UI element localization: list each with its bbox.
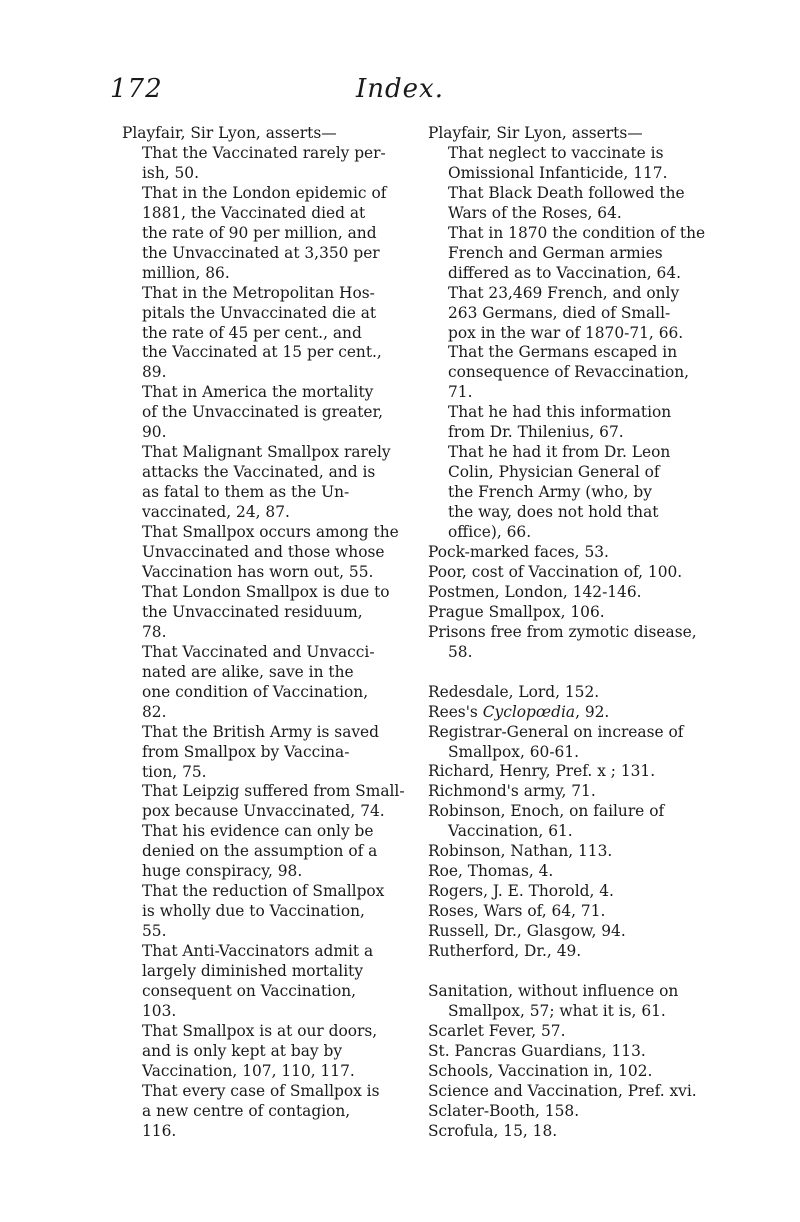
index-line: 78.	[142, 622, 167, 641]
index-line: That 23,469 French, and only	[448, 283, 680, 302]
index-line: That Vaccinated and Unvacci-	[142, 642, 375, 661]
index-entry: Roe, Thomas, 4.	[428, 862, 554, 881]
index-line: That the Vaccinated rarely per-	[142, 143, 386, 162]
index-line: from Smallpox by Vaccina-	[142, 742, 350, 761]
index-line: That in America the mortality	[142, 383, 374, 402]
index-line: denied on the assumption of a	[142, 842, 378, 861]
index-line: French and German armies	[448, 243, 663, 262]
index-entry: Schools, Vaccination in, 102.	[428, 1061, 653, 1080]
index-entry: Rogers, J. E. Thorold, 4.	[428, 882, 614, 901]
index-entry	[428, 703, 748, 723]
index-entry: Russell, Dr., Glasgow, 94.	[428, 922, 626, 941]
index-line: That in 1870 the condition of the	[448, 223, 706, 242]
index-line: office), 66.	[448, 523, 532, 542]
index-line: nated are alike, save in the	[142, 662, 354, 681]
index-line: 55.	[142, 922, 167, 941]
page-header	[0, 74, 800, 106]
index-line: That Black Death followed the	[448, 183, 685, 202]
index-line: 116.	[142, 1121, 177, 1140]
index-line: attacks the Vaccinated, and is	[142, 463, 376, 482]
index-line: That he had this information	[448, 403, 672, 422]
index-line: a new centre of contagion,	[142, 1101, 351, 1120]
index-entry: Redesdale, Lord, 152.	[428, 682, 600, 701]
index-line: is wholly due to Vaccination,	[142, 902, 365, 921]
page-number: 172	[110, 74, 163, 104]
index-line: the rate of 90 per million, and	[142, 223, 377, 242]
index-heading: Playfair, Sir Lyon, asserts—	[428, 124, 643, 142]
index-line: That neglect to vaccinate is	[448, 143, 664, 162]
index-line: pox because Unvaccinated, 74.	[142, 802, 385, 821]
index-line: the rate of 45 per cent., and	[142, 323, 362, 342]
index-entry-page: , 92.	[575, 702, 610, 721]
index-line: consequence of Revaccination,	[448, 363, 690, 382]
index-entry-continuation: Vaccination, 61.	[448, 822, 573, 841]
index-entry: Sclater-Booth, 158.	[428, 1101, 580, 1120]
index-line: 1881, the Vaccinated died at	[142, 203, 366, 222]
index-line: huge conspiracy, 98.	[142, 862, 303, 881]
index-entry: Richmond's army, 71.	[428, 782, 596, 801]
index-entry: St. Pancras Guardians, 113.	[428, 1041, 646, 1060]
index-line: That London Smallpox is due to	[142, 582, 390, 601]
index-line: Unvaccinated and those whose	[142, 543, 385, 562]
index-heading: Playfair, Sir Lyon, asserts—	[122, 124, 337, 142]
index-line: one condition of Vaccination,	[142, 682, 369, 701]
index-line: ish, 50.	[142, 163, 199, 182]
index-line: That he had it from Dr. Leon	[448, 443, 671, 462]
index-line: pitals the Unvaccinated die at	[142, 303, 377, 322]
index-entry: Robinson, Nathan, 113.	[428, 842, 613, 861]
index-entry-continuation: Smallpox, 60-61.	[448, 742, 580, 761]
index-line: pox in the war of 1870-71, 66.	[448, 323, 684, 342]
index-line: Wars of the Roses, 64.	[448, 203, 622, 222]
index-entry: Registrar-General on increase of	[428, 722, 684, 741]
index-line: the way, does not hold that	[448, 503, 659, 522]
index-column-left	[122, 124, 442, 1142]
index-line: That Smallpox occurs among the	[142, 523, 399, 542]
index-line: Vaccination has worn out, 55.	[142, 562, 374, 581]
index-line: That his evidence can only be	[142, 822, 374, 841]
index-line: as fatal to them as the Un-	[142, 483, 350, 502]
index-line: Colin, Physician General of	[448, 463, 660, 482]
index-entry-title: Cyclopœdia	[482, 702, 576, 721]
index-line: 71.	[448, 383, 473, 402]
index-line: 263 Germans, died of Small-	[448, 303, 671, 322]
index-line: of the Unvaccinated is greater,	[142, 403, 384, 422]
index-entry: Sanitation, without influence on	[428, 981, 679, 1000]
index-line: That the Germans escaped in	[448, 343, 678, 362]
running-title: Index.	[356, 74, 444, 104]
index-line: That in the London epidemic of	[142, 183, 387, 202]
index-line: That Anti-Vaccinators admit a	[142, 942, 374, 961]
index-line: That Smallpox is at our doors,	[142, 1021, 378, 1040]
index-line: largely diminished mortality	[142, 962, 364, 981]
index-column-right	[428, 124, 748, 1142]
index-line: 82.	[142, 702, 167, 721]
index-entry: Prisons free from zymotic disease,	[428, 622, 697, 641]
index-line: That in the Metropolitan Hos-	[142, 283, 375, 302]
index-line: That Leipzig suffered from Small-	[142, 782, 405, 801]
index-line: the Vaccinated at 15 per cent.,	[142, 343, 382, 362]
index-entry-name: Rees's	[428, 702, 478, 721]
index-line: from Dr. Thilenius, 67.	[448, 423, 624, 442]
index-entry: Scarlet Fever, 57.	[428, 1021, 566, 1040]
index-entry: Poor, cost of Vaccination of, 100.	[428, 562, 683, 581]
index-line: consequent on Vaccination,	[142, 981, 357, 1000]
index-entry: Postmen, London, 142-146.	[428, 582, 642, 601]
index-entry: Pock-marked faces, 53.	[428, 543, 609, 562]
index-line: Vaccination, 107, 110, 117.	[142, 1061, 355, 1080]
index-line: 90.	[142, 423, 167, 442]
index-line: That the British Army is saved	[142, 722, 380, 741]
index-line: the Unvaccinated at 3,350 per	[142, 243, 380, 262]
index-line: million, 86.	[142, 263, 230, 282]
index-line: 103.	[142, 1001, 177, 1020]
index-entry: Scrofula, 15, 18.	[428, 1121, 558, 1140]
index-line: the French Army (who, by	[448, 483, 652, 502]
index-line: That every case of Smallpox is	[142, 1081, 380, 1100]
index-entry-continuation: Smallpox, 57; what it is, 61.	[448, 1001, 666, 1020]
index-entry: Prague Smallpox, 106.	[428, 602, 605, 621]
index-entry: Rutherford, Dr., 49.	[428, 942, 582, 961]
index-line: and is only kept at bay by	[142, 1041, 343, 1060]
index-line: That Malignant Smallpox rarely	[142, 443, 391, 462]
index-line: 89.	[142, 363, 167, 382]
index-entry: Science and Vaccination, Pref. xvi.	[428, 1081, 697, 1100]
index-entry: Robinson, Enoch, on failure of	[428, 802, 665, 821]
index-line: tion, 75.	[142, 762, 207, 781]
index-line: vaccinated, 24, 87.	[142, 503, 290, 522]
index-entry-continuation: 58.	[448, 642, 473, 661]
index-entry: Roses, Wars of, 64, 71.	[428, 902, 606, 921]
index-entry: Richard, Henry, Pref. x ; 131.	[428, 762, 656, 781]
index-line: differed as to Vaccination, 64.	[448, 263, 682, 282]
index-line: That the reduction of Smallpox	[142, 882, 385, 901]
index-line: the Unvaccinated residuum,	[142, 602, 363, 621]
index-line: Omissional Infanticide, 117.	[448, 163, 668, 182]
